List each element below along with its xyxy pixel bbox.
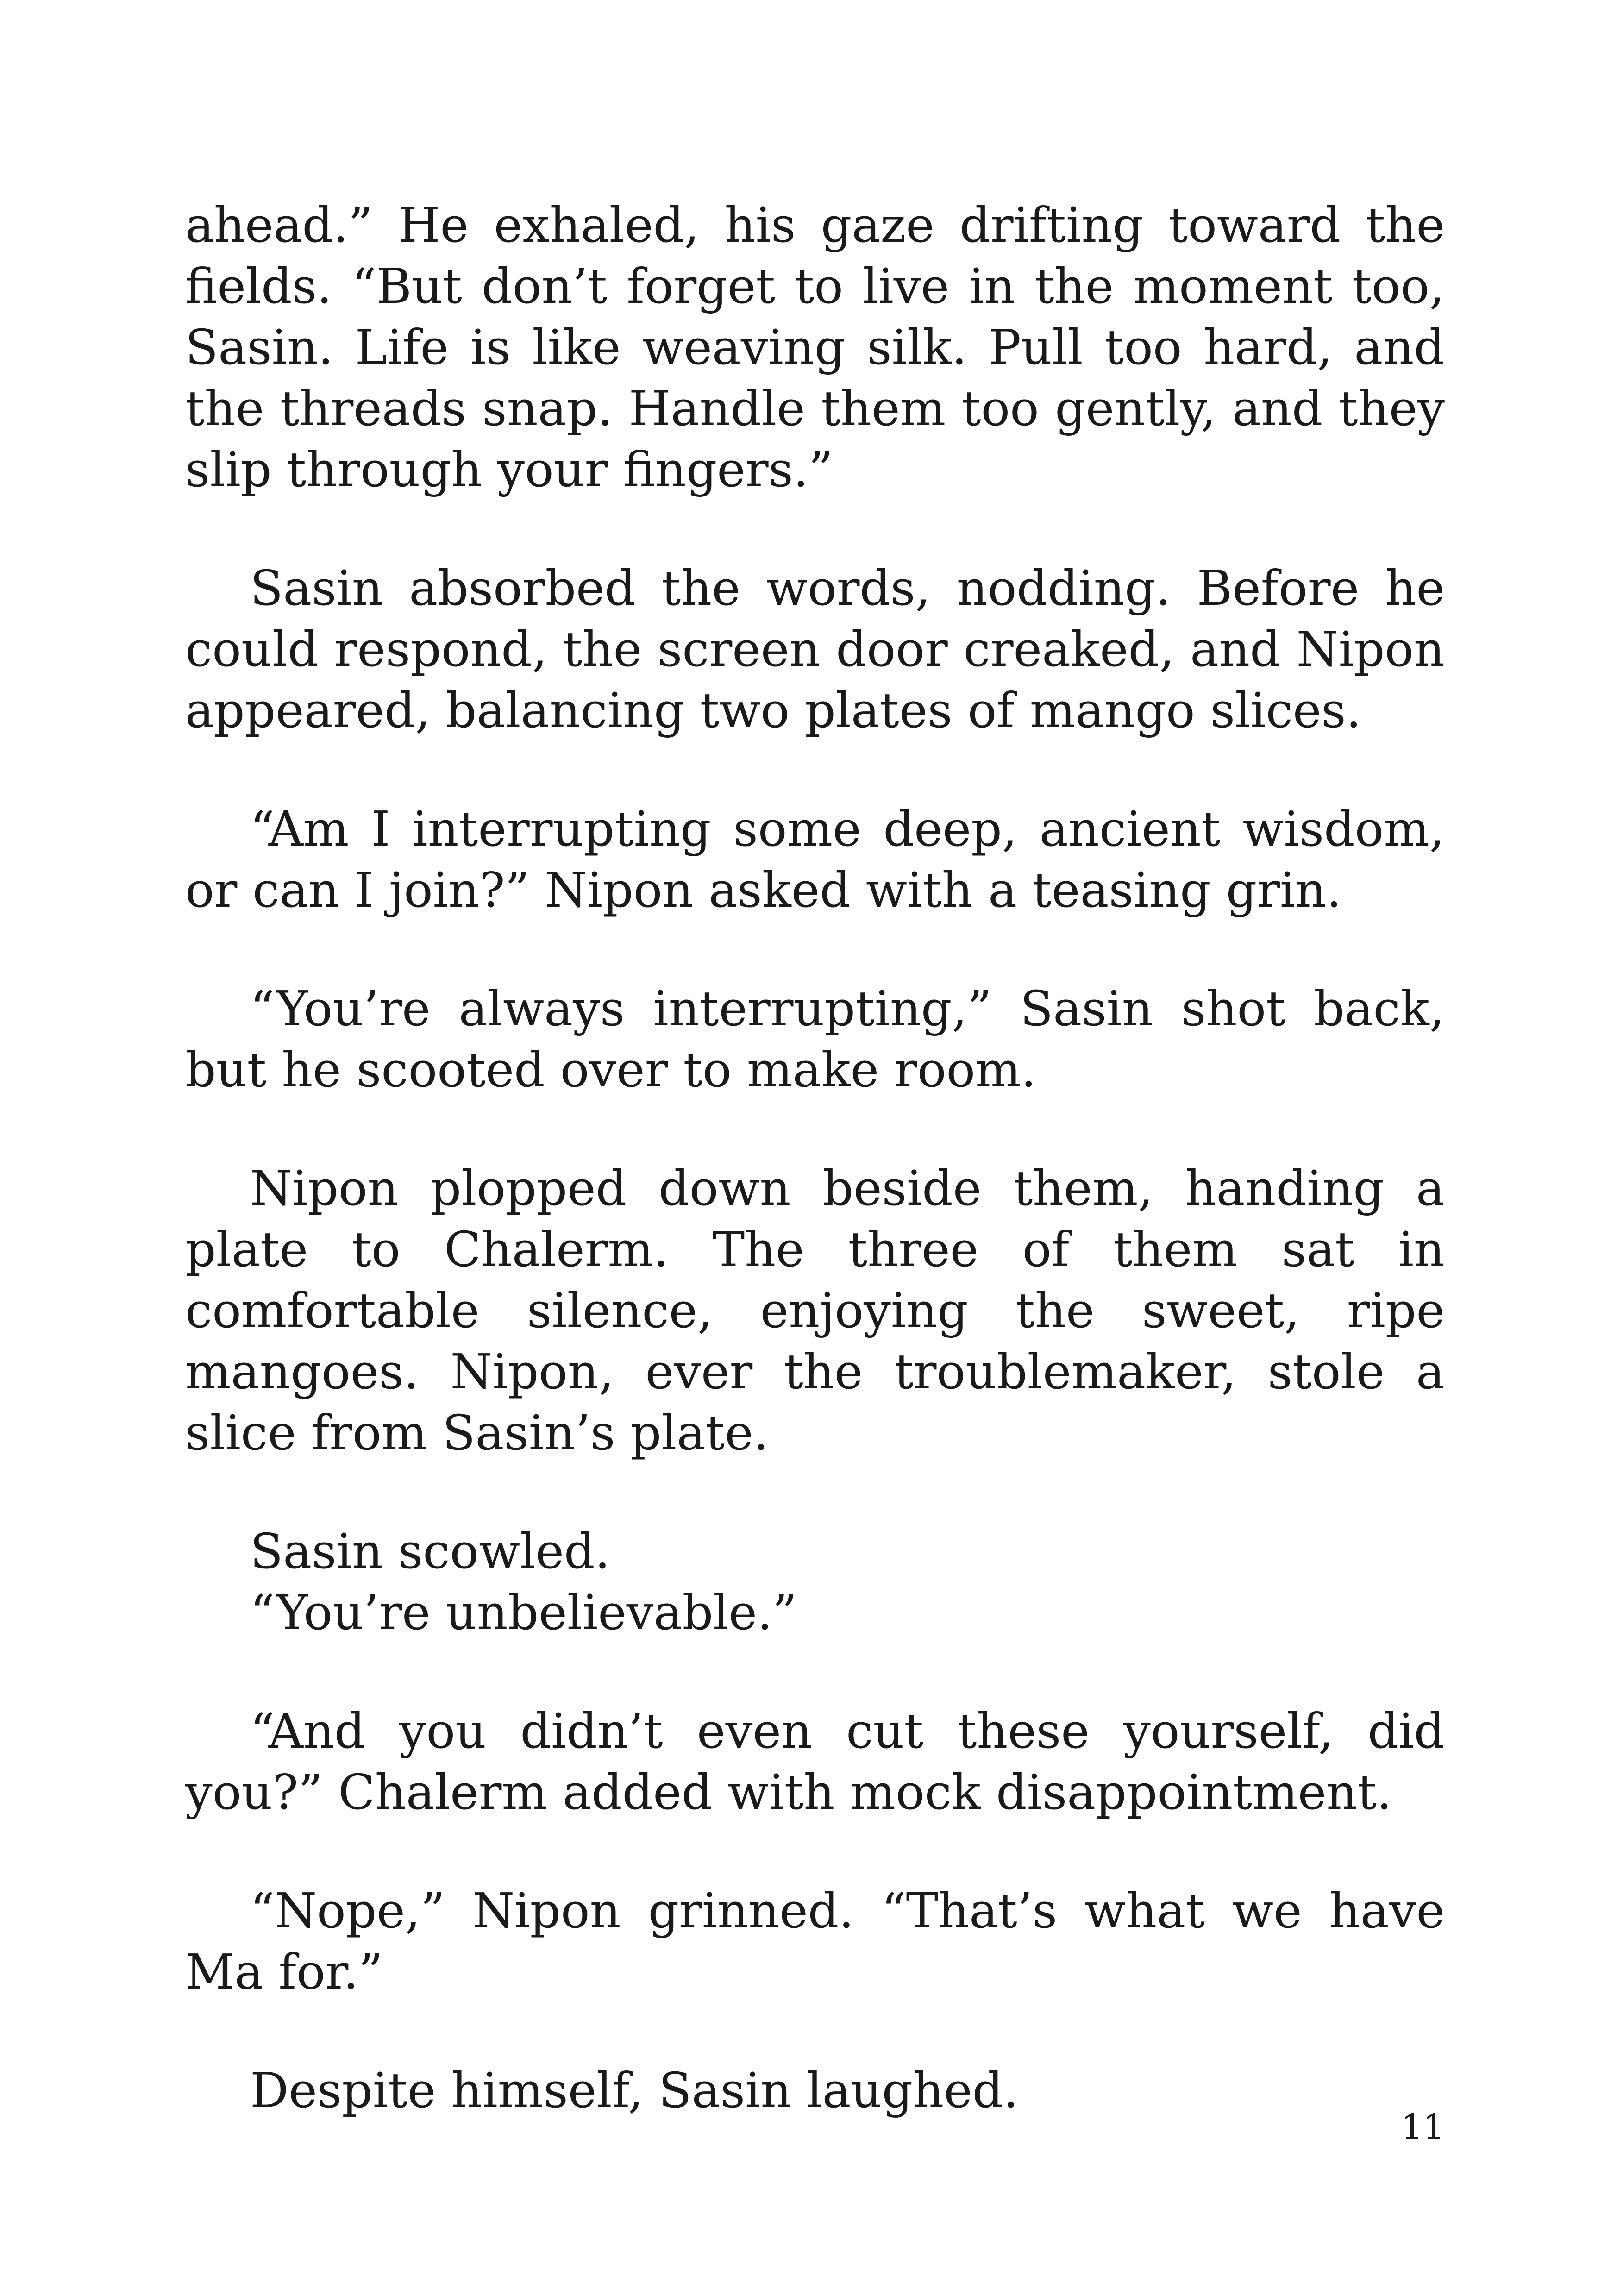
paragraph-3: “Am I interrupting some deep, ancient wisdom, or can I join?” Nipon asked with a teasing grin.	[185, 801, 1445, 918]
paragraph-10: Despite himself, Sasin laughed.	[250, 2062, 1019, 2119]
paragraph-7: “You’re unbelievable.”	[250, 1584, 797, 1641]
paragraph-8: “And you didn’t even cut these yourself, did you?” Chalerm added with mock disappointment.	[185, 1703, 1445, 1820]
paragraph-4: “You’re always interrupting,” Sasin shot back, but he scooted over to make room.	[185, 980, 1445, 1098]
page-number: 11	[1401, 2107, 1445, 2147]
paragraph-5: Nipon plopped down beside them, handing a plate to Chalerm. The three of them sat in comfortable silence, enjoying the sweet, ripe mangoes. Nipon, ever the troublemaker, stole a slice from Sasin’s plate.	[185, 1160, 1445, 1461]
body-text	[185, 194, 1445, 2178]
paragraph-6: Sasin scowled.	[250, 1523, 610, 1580]
paragraph-9: “Nope,” Nipon grinned. “That’s what we have Ma for.”	[185, 1882, 1445, 2000]
paragraph-1: ahead.” He exhaled, his gaze drifting toward the fields. “But don’t forget to live in the moment too, Sasin. Life is like weaving silk. Pull too hard, and the threads snap. Handle them too gently, and they slip through your fingers.”	[185, 197, 1445, 498]
paragraph-2: Sasin absorbed the words, nodding. Before he could respond, the screen door creaked, and Nipon appeared, balancing two plates of mango slices.	[185, 560, 1445, 739]
